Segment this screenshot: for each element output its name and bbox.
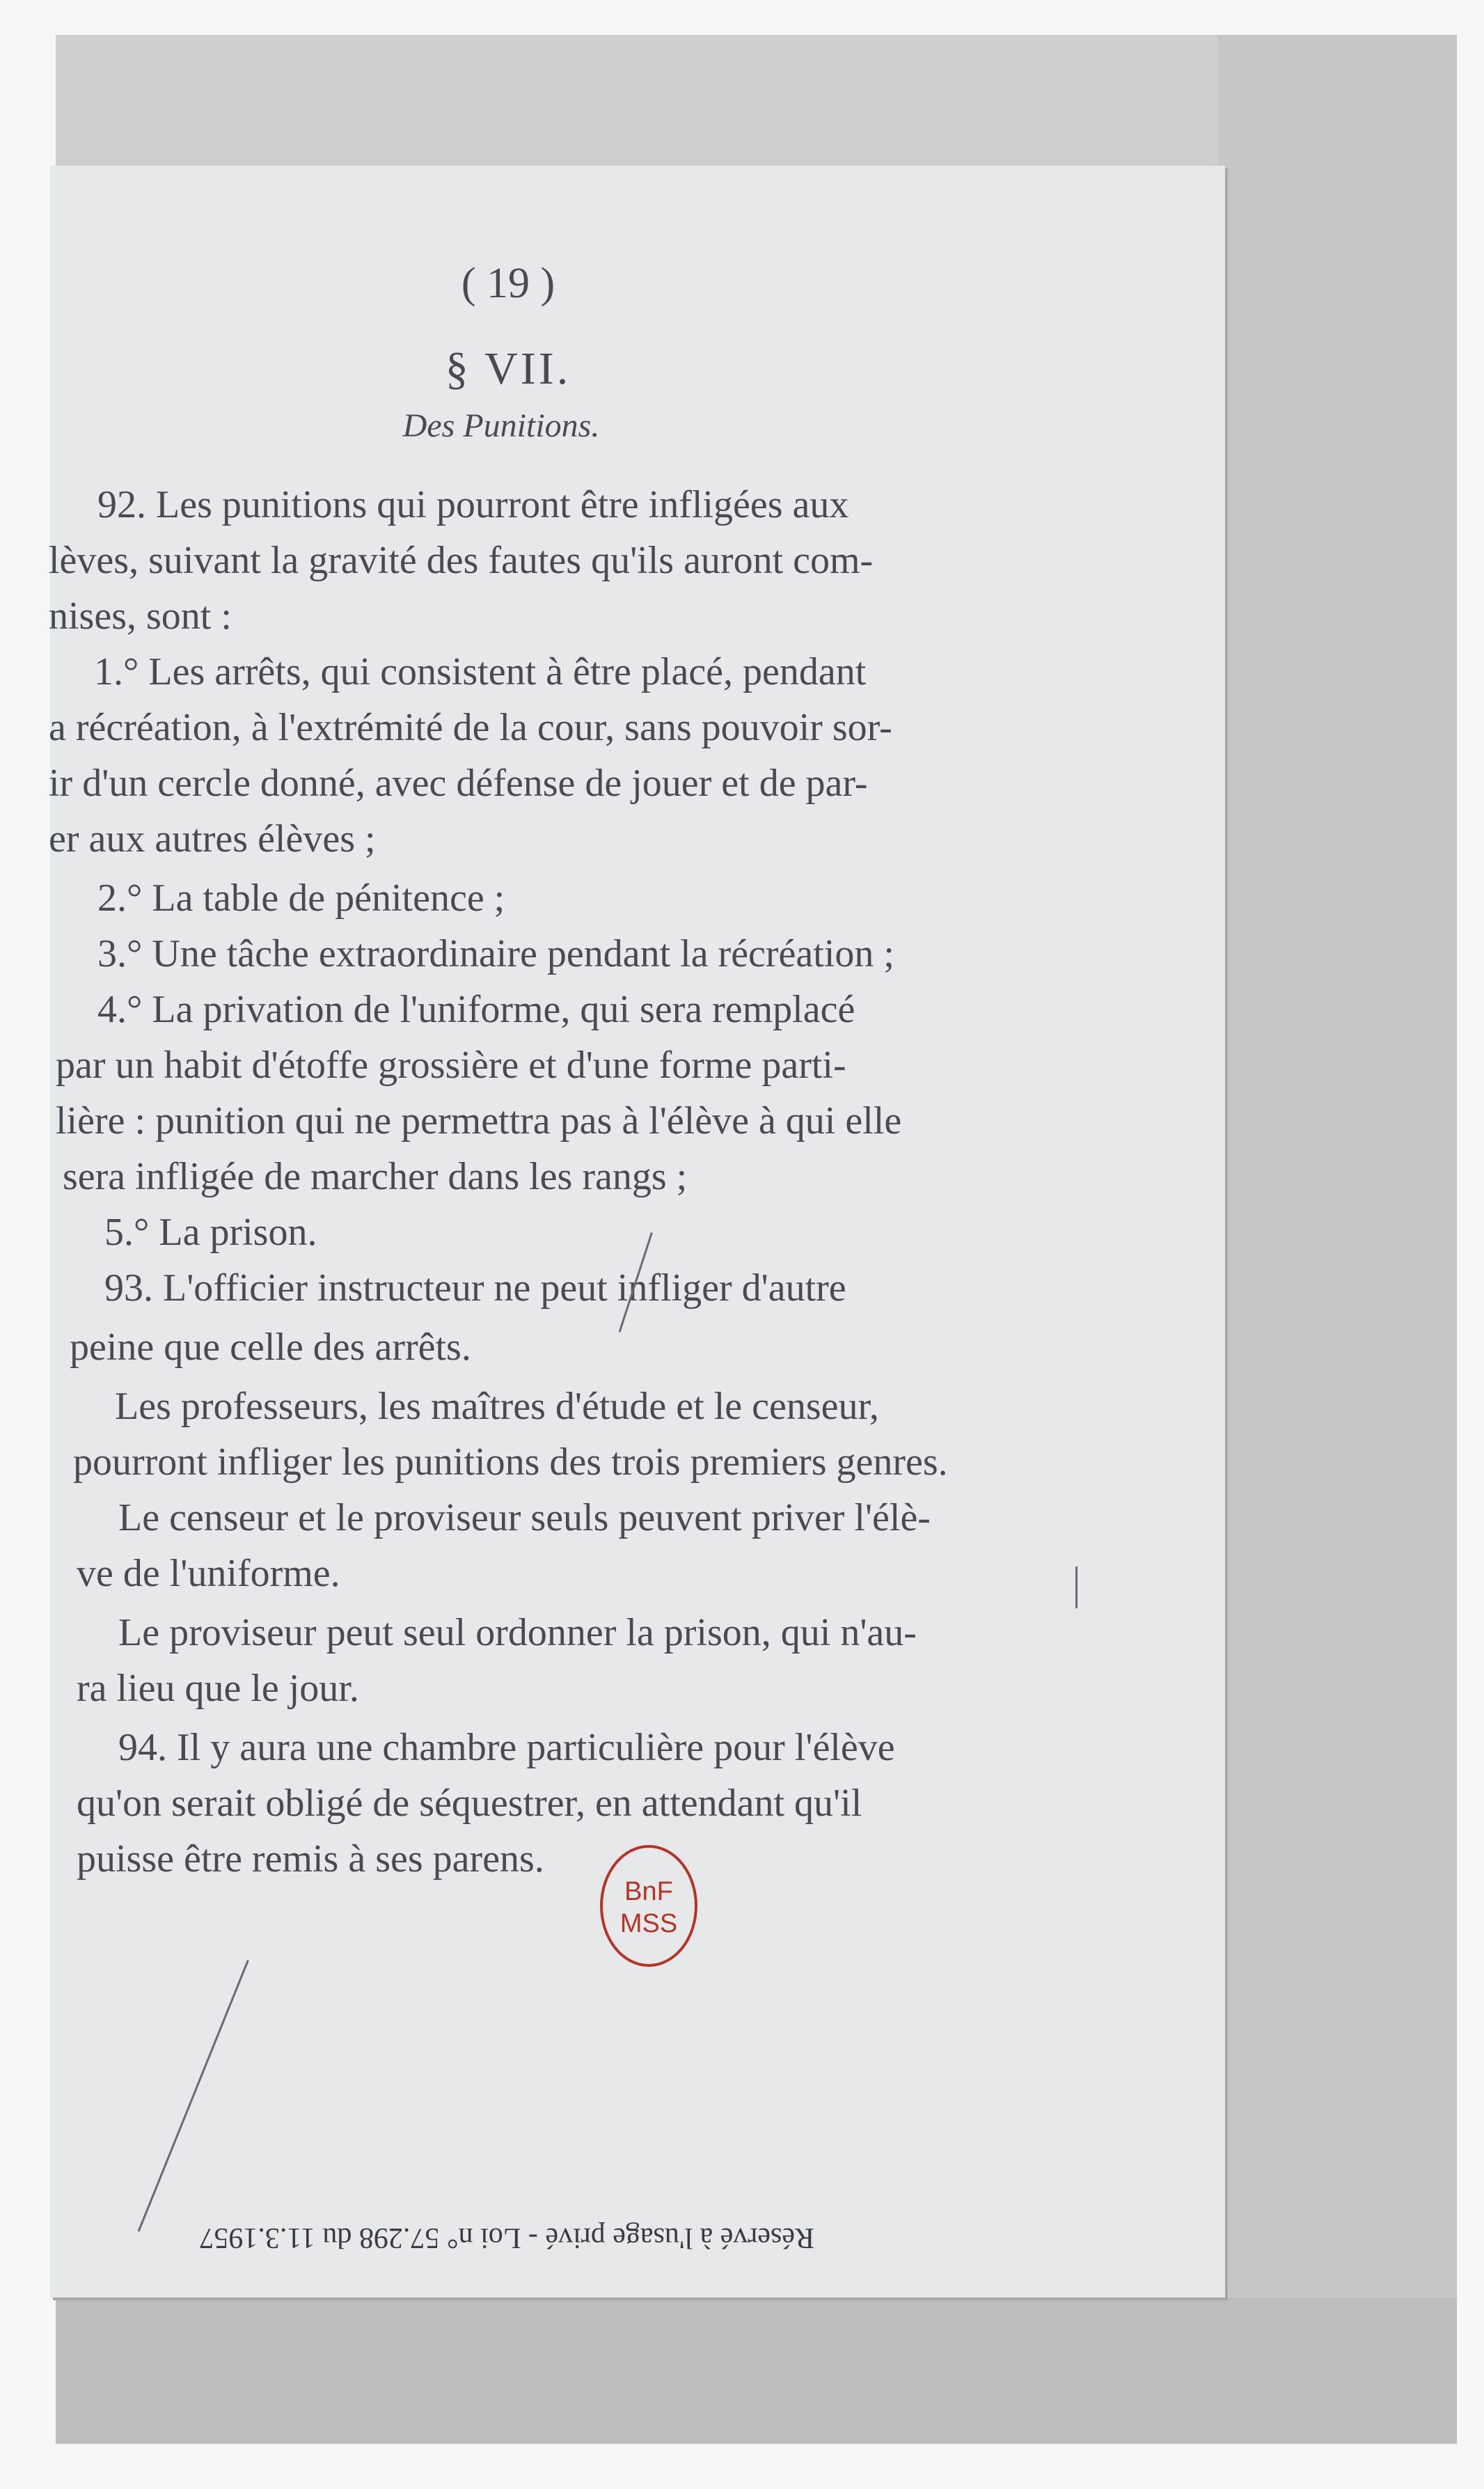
body-line: Le proviseur peut seul ordonner la prison, qui n'au-: [118, 1611, 917, 1654]
body-line: ra lieu que le jour.: [77, 1667, 359, 1710]
body-line: er aux autres élèves ;: [49, 817, 376, 861]
body-line: 5.° La prison.: [104, 1211, 317, 1254]
body-line: 3.° Une tâche extraordinaire pendant la récréation ;: [97, 932, 894, 975]
body-line: par un habit d'étoffe grossière et d'une forme parti-: [56, 1044, 846, 1087]
body-line: 2.° La table de pénitence ;: [97, 877, 505, 920]
body-line: pourront infliger les punitions des trois premiers genres.: [73, 1440, 948, 1484]
stamp-line-2: MSS: [619, 1909, 678, 1938]
stamp-line-1: BnF: [624, 1877, 673, 1906]
body-line: 1.° Les arrêts, qui consistent à être placé, pendant: [94, 650, 867, 693]
body-line: puisse être remis à ses parens.: [77, 1837, 544, 1881]
body-line: ve de l'uniforme.: [77, 1552, 340, 1595]
pencil-mark: [1075, 1567, 1078, 1608]
body-line: Le censeur et le proviseur seuls peuvent priver l'élè-: [118, 1496, 931, 1539]
page-number: ( 19 ): [461, 260, 555, 307]
body-line: lière : punition qui ne permettra pas à l'élève à qui elle: [56, 1099, 902, 1143]
body-line: 92. Les punitions qui pourront être infligées aux: [97, 483, 849, 526]
body-line: a récréation, à l'extrémité de la cour, sans pouvoir sor-: [49, 706, 892, 749]
body-line: peine que celle des arrêts.: [70, 1326, 471, 1369]
body-line: 94. Il y aura une chambre particulière pour l'élève: [118, 1726, 895, 1769]
library-stamp: [600, 1845, 697, 1967]
body-line: 4.° La privation de l'uniforme, qui sera remplacé: [97, 988, 855, 1031]
body-line: sera infligée de marcher dans les rangs ;: [63, 1155, 688, 1198]
section-heading: § VII.: [445, 343, 571, 394]
section-subtitle: Des Punitions.: [402, 407, 600, 444]
body-line: ir d'un cercle donné, avec défense de jouer et de par-: [49, 762, 868, 805]
body-line: Les professeurs, les maîtres d'étude et le censeur,: [115, 1385, 879, 1428]
copyright-note: Réservé à l'usage privé - Loi n° 57.298 du 11.3.1957: [199, 2222, 814, 2254]
body-line: qu'on serait obligé de séquestrer, en attendant qu'il: [77, 1782, 862, 1825]
body-line: lèves, suivant la gravité des fautes qu'ils auront com-: [49, 539, 874, 582]
body-line: nises, sont :: [49, 595, 232, 638]
body-line: 93. L'officier instructeur ne peut infliger d'autre: [104, 1266, 846, 1310]
